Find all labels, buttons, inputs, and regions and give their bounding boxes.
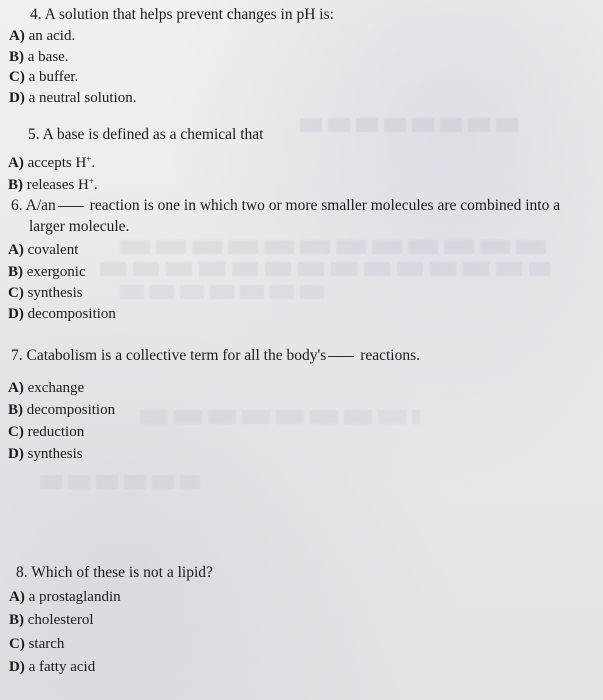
question-text-before-blank: Catabolism is a collective term for all the body's	[26, 347, 327, 364]
option-text: starch	[28, 636, 65, 652]
question-5-stem	[28, 125, 263, 145]
option-letter: A)	[8, 380, 24, 396]
option-letter: B)	[9, 612, 24, 628]
bleed-through-texture	[40, 475, 200, 489]
option-text: a neutral solution.	[28, 90, 137, 106]
option-a[interactable]	[8, 149, 95, 173]
option-letter: D)	[8, 306, 24, 322]
bleed-through-texture	[300, 118, 520, 132]
question-text: Which of these is not a lipid?	[31, 564, 213, 581]
option-text: covalent	[27, 242, 79, 258]
option-text: a prostaglandin	[28, 589, 121, 605]
question-7-stem	[11, 346, 420, 366]
option-letter: A)	[9, 28, 25, 44]
question-number: 4.	[30, 6, 42, 23]
option-letter: A)	[9, 589, 25, 605]
option-text: accepts H+.	[27, 154, 96, 171]
option-letter: A)	[8, 155, 24, 171]
bleed-through-texture	[120, 285, 330, 299]
option-text: a buffer.	[28, 69, 79, 85]
option-text: cholesterol	[27, 612, 94, 628]
question-number: 7.	[11, 347, 23, 364]
option-letter: B)	[8, 177, 23, 193]
option-c[interactable]	[9, 634, 64, 654]
question-8-stem	[16, 563, 213, 583]
question-number: 8.	[16, 564, 28, 581]
question-text-after-blank: reaction is one in which two or more smaller molecules are combined into a	[89, 197, 561, 214]
option-letter: B)	[8, 402, 23, 418]
option-letter: D)	[9, 90, 25, 106]
option-letter: D)	[9, 659, 25, 675]
option-b[interactable]	[8, 262, 86, 282]
question-text-before-blank: A/an	[25, 197, 56, 214]
question-number: 5.	[28, 126, 40, 143]
option-b[interactable]	[8, 400, 115, 420]
option-d[interactable]	[8, 444, 83, 464]
option-letter: B)	[9, 49, 24, 65]
option-text: an acid.	[28, 28, 76, 44]
bleed-through-texture	[140, 410, 420, 424]
option-letter: B)	[8, 264, 23, 280]
question-4-stem	[30, 5, 334, 25]
option-b[interactable]	[9, 47, 69, 67]
option-text: a fatty acid	[28, 659, 96, 675]
option-b[interactable]	[8, 171, 98, 195]
option-letter: C)	[9, 636, 25, 652]
option-a[interactable]	[8, 240, 78, 260]
question-number: 6.	[11, 197, 23, 214]
option-text: decomposition	[26, 402, 116, 418]
answer-blank	[328, 356, 354, 357]
question-text: A solution that helps prevent changes in pH is:	[44, 6, 334, 23]
option-text: a base.	[27, 49, 69, 65]
option-c[interactable]	[8, 283, 83, 303]
question-text: A base is defined as a chemical that	[42, 126, 264, 143]
option-d[interactable]	[9, 88, 136, 108]
option-letter: C)	[8, 424, 24, 440]
option-letter: A)	[8, 242, 24, 258]
option-text: synthesis	[27, 446, 83, 462]
option-letter: C)	[8, 285, 24, 301]
question-6-stem-line2: larger molecule.	[29, 218, 130, 235]
option-c[interactable]	[9, 67, 78, 87]
option-text: exergonic	[26, 264, 86, 280]
option-a[interactable]	[9, 26, 75, 46]
bleed-through-texture	[120, 240, 550, 254]
option-d[interactable]	[8, 304, 116, 324]
option-text: releases H+.	[26, 176, 98, 193]
option-text: decomposition	[27, 306, 116, 322]
question-6-stem	[11, 196, 560, 216]
option-text: exchange	[27, 380, 85, 396]
bleed-through-texture	[100, 262, 550, 276]
answer-blank	[58, 206, 84, 207]
option-c[interactable]	[8, 422, 84, 442]
question-text-after-blank: reactions.	[360, 347, 421, 364]
option-a[interactable]	[8, 378, 84, 398]
option-text: reduction	[27, 424, 85, 440]
option-text: synthesis	[27, 285, 83, 301]
option-d[interactable]	[9, 657, 95, 677]
option-b[interactable]	[9, 610, 94, 630]
option-letter: C)	[9, 69, 25, 85]
option-letter: D)	[8, 446, 24, 462]
option-a[interactable]	[9, 587, 121, 607]
